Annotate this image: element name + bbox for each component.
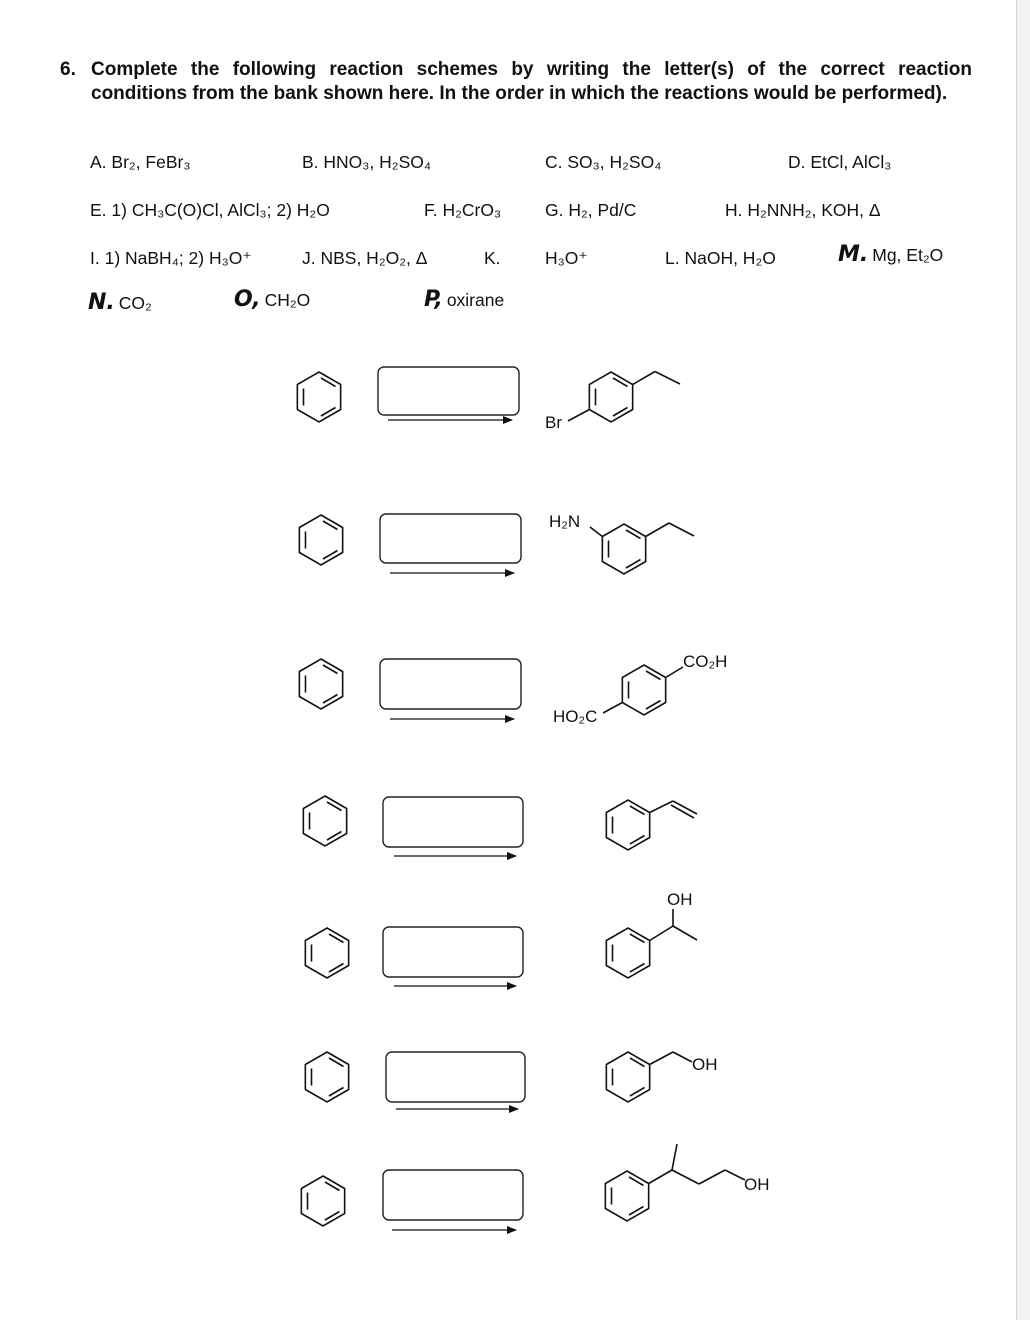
reagent-h: H. H₂NNH₂, KOH, Δ [725, 200, 881, 220]
answer-box-7[interactable] [383, 1170, 523, 1220]
scheme-4 [303, 796, 697, 856]
starting-benzene-3 [299, 659, 342, 709]
product-5-ring [606, 928, 649, 978]
starting-benzene-7 [301, 1176, 344, 1226]
answer-box-2[interactable] [380, 514, 521, 563]
answer-box-5[interactable] [383, 927, 523, 977]
product-6-ring [606, 1052, 649, 1102]
question-number: 6. [60, 59, 76, 80]
reagent-i: I. 1) NaBH₄; 2) H₃O⁺ [90, 248, 252, 268]
scheme-2 [299, 512, 694, 574]
answer-box-3[interactable] [380, 659, 521, 709]
reagent-g: G. H₂, Pd/C [545, 200, 637, 220]
reagent-p-letter: P, [424, 287, 443, 312]
starting-benzene-6 [305, 1052, 348, 1102]
product-7-ring [605, 1171, 648, 1221]
reagent-m-text: Mg, Et₂O [872, 245, 944, 265]
product-3-ring [622, 665, 665, 715]
product-3-label-top: CO₂H [683, 652, 728, 671]
scheme-7 [301, 1144, 769, 1230]
reagent-b: B. HNO₃, H₂SO₄ [302, 152, 431, 172]
reagent-k: H₃O⁺ [545, 248, 588, 268]
answer-box-1[interactable] [378, 367, 519, 415]
reagent-j: J. NBS, H₂O₂, Δ [302, 248, 428, 268]
product-3-label-left: HO₂C [553, 707, 598, 726]
reagent-m-letter: M. [838, 242, 869, 267]
answer-box-4[interactable] [383, 797, 523, 847]
product-5-label: OH [667, 890, 693, 909]
reagent-e: E. 1) CH₃C(O)Cl, AlCl₃; 2) H₂O [90, 200, 330, 220]
reagent-l: L. NaOH, H₂O [665, 248, 776, 268]
reagent-a: A. Br₂, FeBr₃ [90, 152, 191, 172]
product-1-label: Br [545, 413, 562, 432]
reagent-p-text: oxirane [446, 290, 505, 310]
reagent-n-letter: N. [88, 290, 115, 315]
starting-benzene-2 [299, 515, 342, 565]
starting-benzene-1 [297, 372, 340, 422]
product-2-ring [602, 524, 645, 574]
reagent-o-text: CH₂O [264, 290, 311, 310]
product-2-label: H₂N [549, 512, 581, 531]
scheme-6 [305, 1052, 717, 1109]
reagent-c: C. SO₃, H₂SO₄ [545, 152, 662, 172]
starting-benzene-4 [303, 796, 346, 846]
product-1-ring [589, 372, 632, 422]
product-7-label: OH [744, 1175, 770, 1194]
reagent-o-letter: O, [234, 287, 261, 312]
reagent-d: D. EtCl, AlCl₃ [788, 152, 892, 172]
product-4-ring [606, 800, 649, 850]
scheme-3 [299, 652, 727, 726]
product-6-label: OH [692, 1055, 718, 1074]
question-text: Complete the following reaction schemes by writing the letter(s) of the correct reaction conditions from the bank shown here. In the order in which the reactions would be performed). [91, 59, 972, 104]
scheme-5 [305, 890, 697, 986]
starting-benzene-5 [305, 928, 348, 978]
scheme-1 [297, 367, 680, 432]
answer-box-6[interactable] [386, 1052, 525, 1102]
reagent-f: F. H₂CrO₃ [424, 200, 502, 220]
reagent-k-letter: K. [484, 248, 501, 268]
reagent-n-text: CO₂ [118, 293, 152, 313]
